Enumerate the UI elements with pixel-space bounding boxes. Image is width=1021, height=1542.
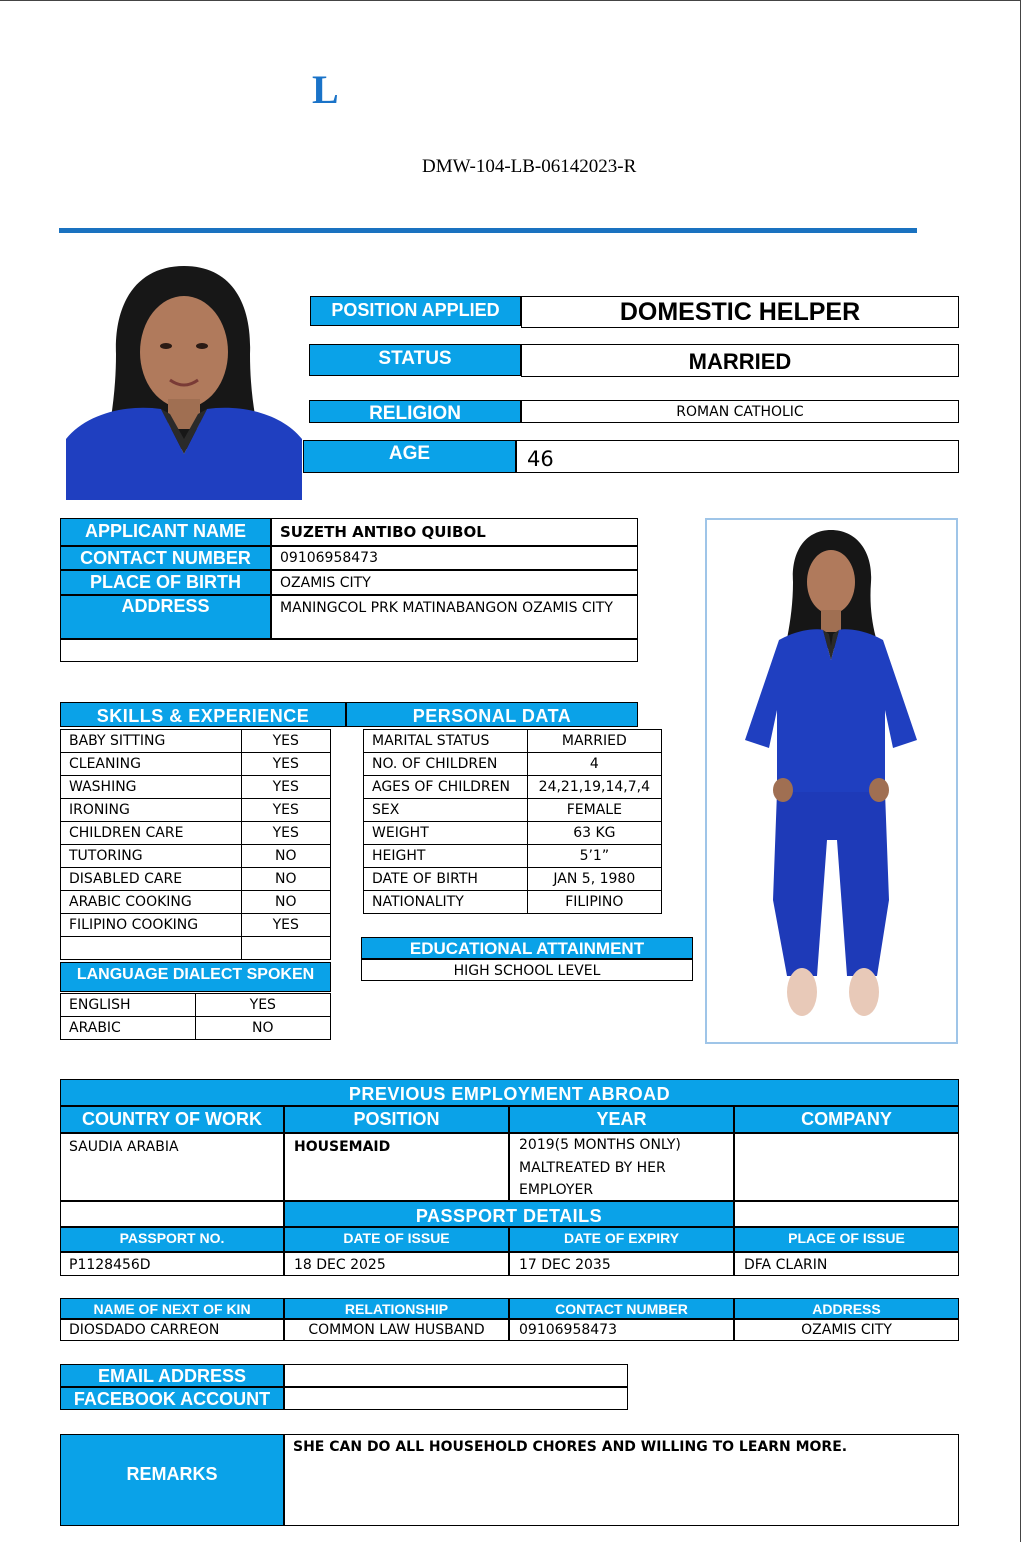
personal-data-header: PERSONAL DATA [346,702,638,727]
passport-expiry-date-value: 17 DEC 2035 [509,1252,734,1276]
language-section-header: LANGUAGE DIALECT SPOKEN [60,962,331,992]
table-row [61,914,331,937]
skill-name: TUTORING [61,845,242,868]
skills-section-header: SKILLS & EXPERIENCE [60,702,346,727]
language-name: ARABIC [61,1017,196,1040]
skill-value: YES [241,914,330,937]
full-body-photo [707,520,956,1042]
contact-number-label: CONTACT NUMBER [60,546,271,570]
full-body-photo-frame [705,518,958,1044]
personal-field-name: NATIONALITY [364,891,528,914]
passport-blank-right [734,1201,959,1227]
personal-field-value: MARRIED [527,730,661,753]
facebook-label: FACEBOOK ACCOUNT [60,1387,284,1410]
address-label: ADDRESS [60,595,271,639]
skills-table [60,729,331,960]
employment-col-company: COMPANY [734,1106,959,1133]
skill-value: YES [241,730,330,753]
email-value [284,1364,628,1387]
skill-name: WASHING [61,776,242,799]
kin-contact-value: 09106958473 [509,1319,734,1341]
kin-col-name: NAME OF NEXT OF KIN [60,1298,284,1319]
skill-name: CLEANING [61,753,242,776]
personal-data-table [363,729,662,914]
table-row [364,730,662,753]
passport-place-of-issue-value: DFA CLARIN [734,1252,959,1276]
education-value: HIGH SCHOOL LEVEL [361,959,693,981]
skill-value: YES [241,776,330,799]
kin-name-value: DIOSDADO CARREON [60,1319,284,1341]
passport-col-place-of-issue: PLACE OF ISSUE [734,1227,959,1252]
employment-col-position: POSITION [284,1106,509,1133]
employment-section-header: PREVIOUS EMPLOYMENT ABROAD [60,1079,959,1106]
table-row [364,753,662,776]
table-row [61,845,331,868]
address-value: MANINGCOL PRK MATINABANGON OZAMIS CITY [271,595,638,639]
table-row [61,1017,331,1040]
personal-field-name: WEIGHT [364,822,528,845]
skill-name: BABY SITTING [61,730,242,753]
agency-logo-letter: L [312,67,339,112]
passport-issue-date-value: 18 DEC 2025 [284,1252,509,1276]
skill-name: ARABIC COOKING [61,891,242,914]
passport-col-issue-date: DATE OF ISSUE [284,1227,509,1252]
passport-section-header: PASSPORT DETAILS [284,1201,734,1227]
place-of-birth-label: PLACE OF BIRTH [60,570,271,595]
skill-value: YES [241,822,330,845]
employment-year-line: EMPLOYER [519,1182,594,1198]
age-label: AGE [303,440,516,473]
employment-position-value: HOUSEMAID [284,1133,509,1201]
employment-year-line: MALTREATED BY HER [519,1159,666,1176]
language-table [60,993,331,1040]
employment-year-value [509,1133,734,1201]
document-code: DMW-104-LB-06142023-R [422,156,637,177]
table-row [61,799,331,822]
header-divider [59,228,917,233]
religion-label: RELIGION [309,400,521,423]
table-row [364,891,662,914]
headshot-photo [66,264,302,500]
place-of-birth-value: OZAMIS CITY [271,570,638,595]
skill-value: NO [241,845,330,868]
passport-number-value: P1128456D [60,1252,284,1276]
personal-field-name: MARITAL STATUS [364,730,528,753]
table-row [61,822,331,845]
religion-value: ROMAN CATHOLIC [521,400,959,423]
table-row [364,868,662,891]
personal-field-value: FEMALE [527,799,661,822]
language-value: NO [195,1017,330,1040]
remarks-value: SHE CAN DO ALL HOUSEHOLD CHORES AND WILLING TO LEARN MORE. [284,1434,959,1526]
passport-blank-left [60,1201,284,1227]
language-value: YES [195,994,330,1017]
applicant-blank-row [60,639,638,662]
table-row [364,799,662,822]
table-row [61,937,331,960]
skill-name: CHILDREN CARE [61,822,242,845]
personal-field-value: FILIPINO [527,891,661,914]
position-applied-value: DOMESTIC HELPER [521,296,959,328]
personal-field-name: SEX [364,799,528,822]
table-row [61,868,331,891]
remarks-label: REMARKS [60,1434,284,1526]
table-row [61,730,331,753]
kin-col-contact: CONTACT NUMBER [509,1298,734,1319]
status-value: MARRIED [521,344,959,377]
personal-field-value: 63 KG [527,822,661,845]
kin-col-address: ADDRESS [734,1298,959,1319]
skill-name: IRONING [61,799,242,822]
age-value: 46 [516,440,959,473]
skill-value: NO [241,891,330,914]
personal-field-name: AGES OF CHILDREN [364,776,528,799]
table-row [364,822,662,845]
skill-value: NO [241,868,330,891]
table-row [364,776,662,799]
employment-country-value: SAUDIA ARABIA [60,1133,284,1201]
email-label: EMAIL ADDRESS [60,1364,284,1387]
employment-col-country: COUNTRY OF WORK [60,1106,284,1133]
position-applied-label: POSITION APPLIED [310,296,521,326]
employment-company-value [734,1133,959,1201]
applicant-name-value: SUZETH ANTIBO QUIBOL [271,518,638,546]
passport-col-number: PASSPORT NO. [60,1227,284,1252]
personal-field-value: 4 [527,753,661,776]
education-header: EDUCATIONAL ATTAINMENT [361,937,693,959]
kin-relationship-value: COMMON LAW HUSBAND [284,1319,509,1341]
employment-year-line: 2019(5 MONTHS ONLY) [519,1137,681,1153]
skill-value: YES [241,799,330,822]
table-row [61,776,331,799]
facebook-value [284,1387,628,1410]
personal-field-value: JAN 5, 1980 [527,868,661,891]
employment-col-year: YEAR [509,1106,734,1133]
personal-field-value: 5’1” [527,845,661,868]
personal-field-name: DATE OF BIRTH [364,868,528,891]
status-label: STATUS [309,344,521,376]
skill-name: FILIPINO COOKING [61,914,242,937]
table-row [61,753,331,776]
table-row [364,845,662,868]
skill-name: DISABLED CARE [61,868,242,891]
contact-number-value: 09106958473 [271,546,638,570]
personal-field-value: 24,21,19,14,7,4 [527,776,661,799]
applicant-name-label: APPLICANT NAME [60,518,271,546]
kin-col-relationship: RELATIONSHIP [284,1298,509,1319]
passport-col-expiry-date: DATE OF EXPIRY [509,1227,734,1252]
personal-field-name: HEIGHT [364,845,528,868]
language-name: ENGLISH [61,994,196,1017]
table-row [61,994,331,1017]
table-row [61,891,331,914]
kin-address-value: OZAMIS CITY [734,1319,959,1341]
skill-value: YES [241,753,330,776]
personal-field-name: NO. OF CHILDREN [364,753,528,776]
